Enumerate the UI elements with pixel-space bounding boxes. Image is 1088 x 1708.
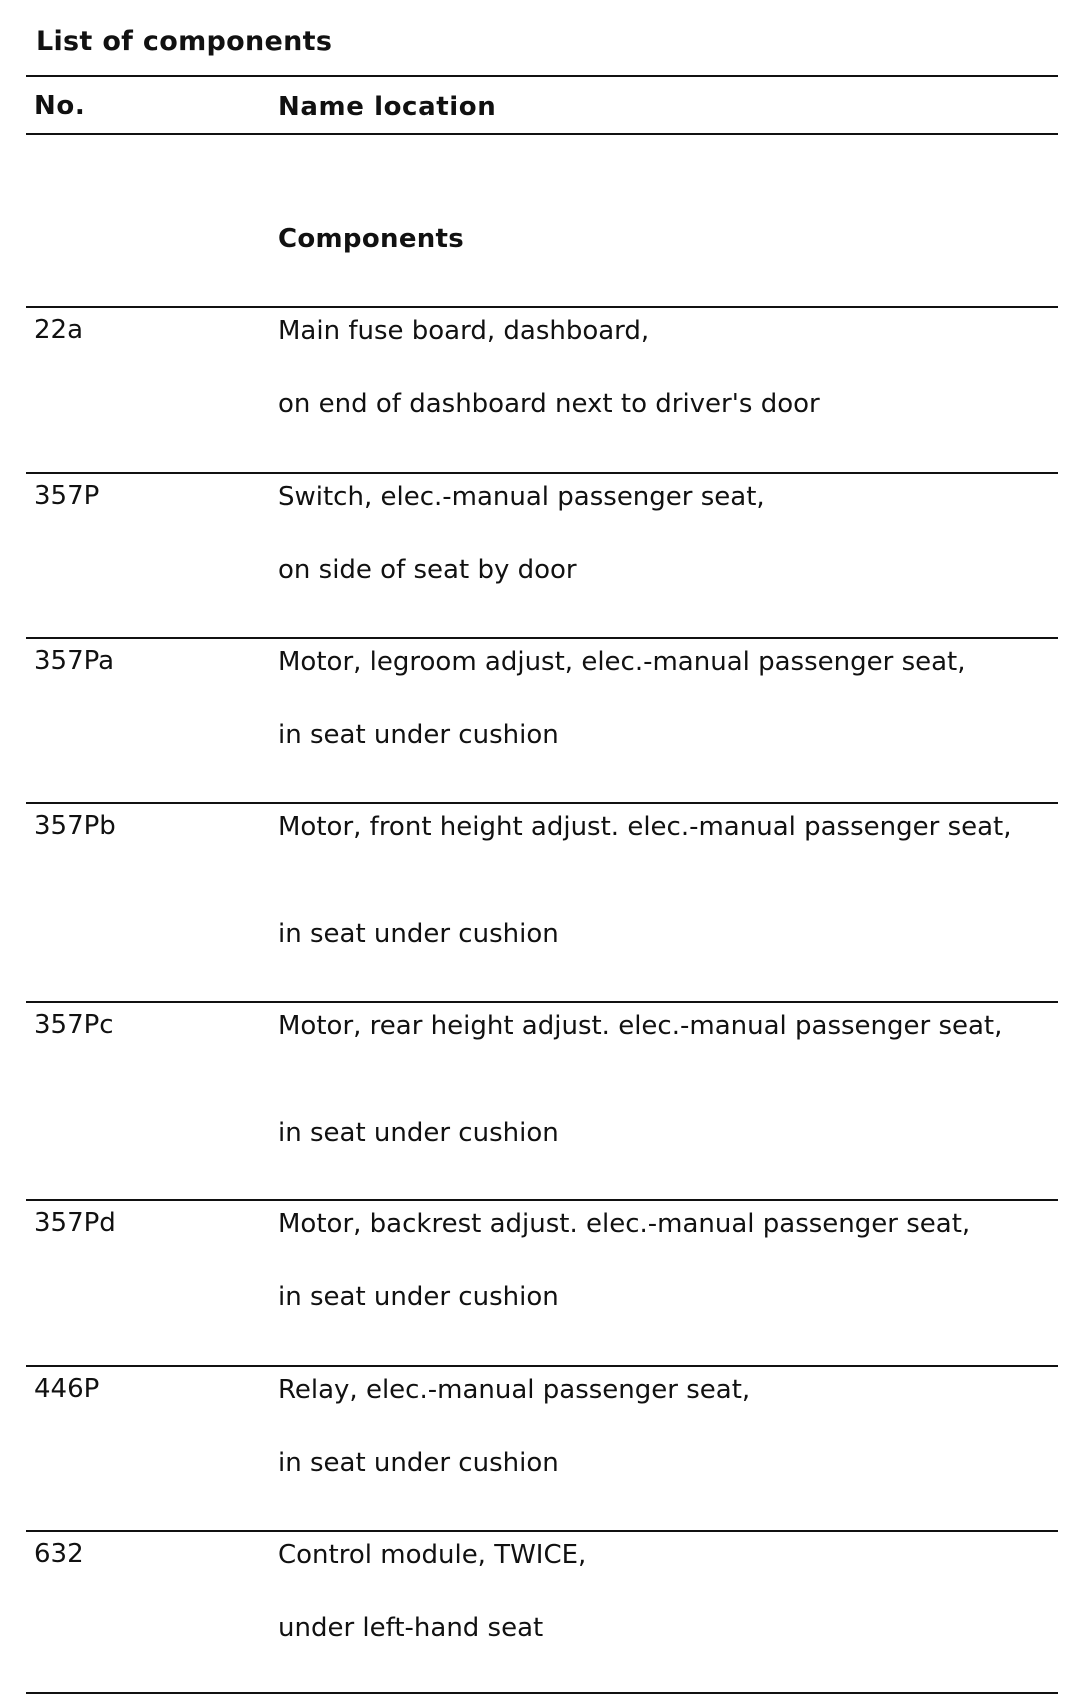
row-no: 357Pb — [34, 811, 116, 841]
row-name: Motor, backrest adjust. elec.-manual passenger seat, — [278, 1209, 971, 1239]
row-no: 632 — [34, 1539, 84, 1569]
header-bottom-rule — [26, 133, 1058, 135]
row-name: Switch, elec.-manual passenger seat, — [278, 482, 765, 512]
row-divider — [26, 1199, 1058, 1201]
row-no: 357Pd — [34, 1208, 116, 1238]
row-divider — [26, 637, 1058, 639]
row-divider — [26, 802, 1058, 804]
row-name: Control module, TWICE, — [278, 1540, 587, 1570]
row-no: 446P — [34, 1374, 100, 1404]
section-rule — [26, 306, 1058, 308]
table-top-rule — [26, 75, 1058, 77]
row-location: in seat under cushion — [278, 1448, 559, 1478]
row-location: in seat under cushion — [278, 1118, 559, 1148]
row-location: in seat under cushion — [278, 919, 559, 949]
row-name: Main fuse board, dashboard, — [278, 316, 650, 346]
section-title: Components — [278, 224, 465, 254]
row-divider — [26, 1365, 1058, 1367]
row-name: Motor, legroom adjust, elec.-manual passenger seat, — [278, 647, 966, 677]
row-no: 357Pa — [34, 646, 115, 676]
row-location: on end of dashboard next to driver's door — [278, 389, 820, 419]
row-location: on side of seat by door — [278, 555, 577, 585]
row-divider — [26, 1530, 1058, 1532]
document-title: List of components — [36, 26, 333, 57]
row-location: in seat under cushion — [278, 720, 559, 750]
header-no: No. — [34, 91, 86, 121]
header-name-location: Name location — [278, 92, 497, 122]
row-divider — [26, 472, 1058, 474]
row-location: in seat under cushion — [278, 1282, 559, 1312]
row-name: Motor, rear height adjust. elec.-manual passenger seat, — [278, 1011, 1003, 1041]
row-divider — [26, 1001, 1058, 1003]
row-no: 357P — [34, 481, 100, 511]
row-no: 22a — [34, 315, 84, 345]
table-bottom-rule — [26, 1692, 1058, 1694]
row-no: 357Pc — [34, 1010, 114, 1040]
row-name: Relay, elec.-manual passenger seat, — [278, 1375, 751, 1405]
row-name: Motor, front height adjust. elec.-manual passenger seat, — [278, 812, 1012, 842]
row-location: under left-hand seat — [278, 1613, 544, 1643]
